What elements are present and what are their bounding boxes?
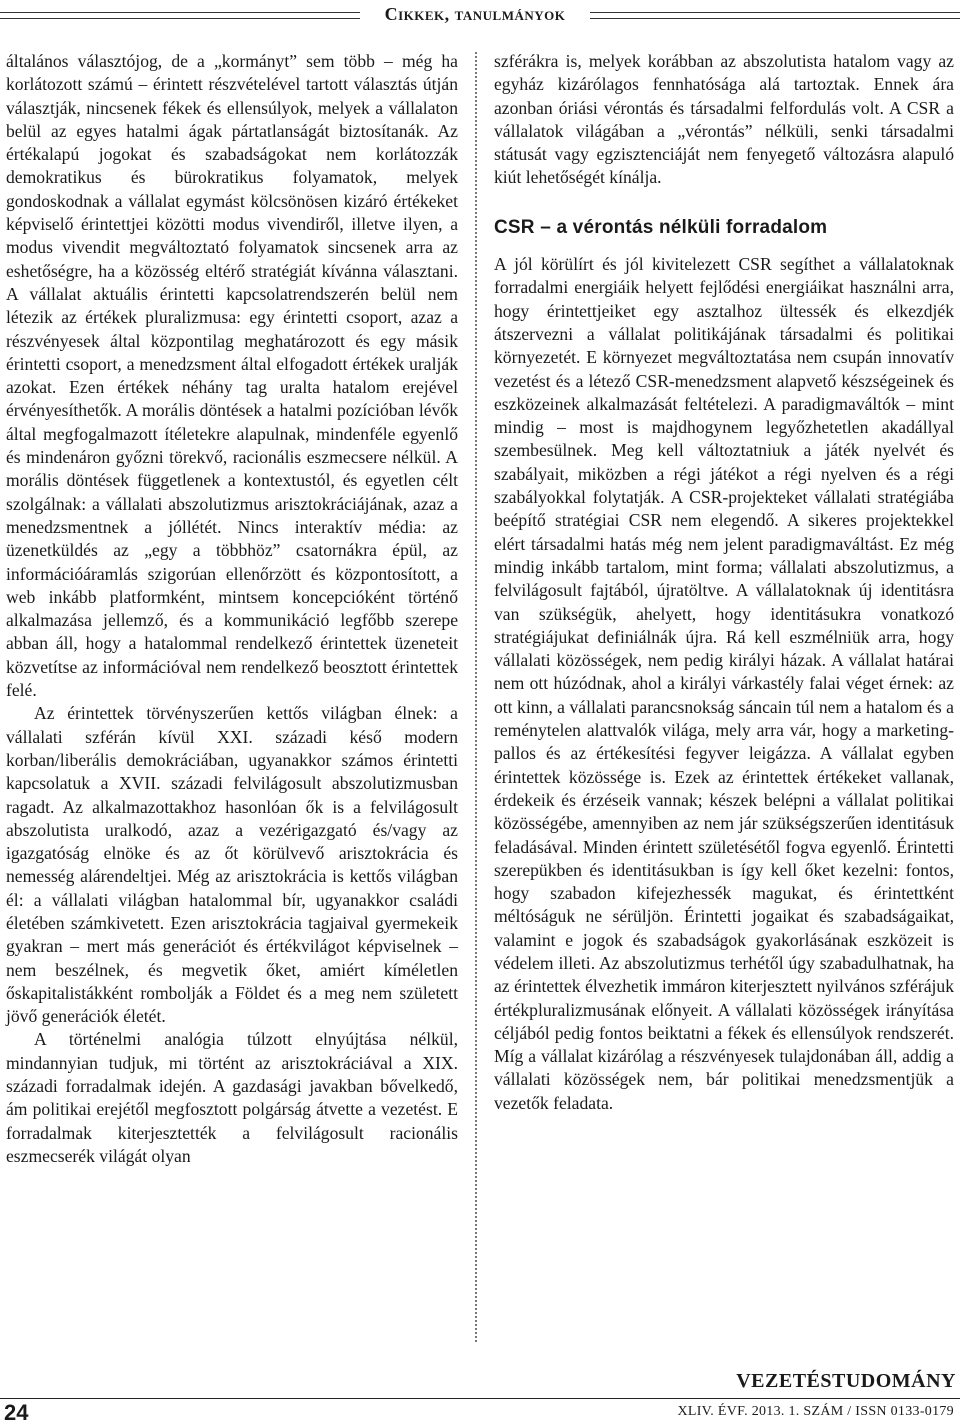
left-paragraph-2: Az érintettek törvényszerűen kettős világban élnek: a vállalati szférán kívül XXI. századi késő modern korban/liberális demokráciában, ugyanakkor számos érintetti kapcsolatuk a XVII. századi felvilágosult abszolutizmusban ragadt. Az alkalmazottakhoz hasonlóan ők is a felvilágosult abszolutista uralkodó, azaz a vezérigazgató és/vagy az igazgatóság elnöke és az őt körülvevő arisztokrácia és nemesség alárendeltjei. Még az arisztokrácia is kettős világban él: a vállalati világban hatalommal bír, ugyanakkor családi életében számkivetett. Ezen arisztokrácia tagjaival gyermekeik gyakran – mert más generációt és értékvilágot képviselnek – nem beszélnek, és megvetik őket, amiért kíméletlen őskapitalistákként rombolják a Földet és a meg nem született jövő generációk életét. [6,703,458,1027]
left-column [6,50,458,1340]
right-column [494,50,954,1115]
footer-rule [0,1398,960,1399]
left-paragraph-1: általános választójog, de a „kormányt” sem több – még ha korlátozott számú – érintett részvételével tartott választás útján választják, nincsenek fékek és ellensúlyok, melyek a vállalaton belül az egyes hatalmi ágak pártatlanságát biztosítanák. Az értékalapú jogokat és szabadságokat nem korlátozzák demokratikus és bürokratikus folyamatok, melyek gondoskodnak a vállalat egymást kölcsönösen kizáró értékeket képviselő érintettjei közötti modus vivendiről, illetve ilyen, a modus vivendit megváltoztató folyamatok sincsenek arra az eshetőségre, ha a közösség eltérő stratégiát kívánna választani. A vállalat aktuális érintetti kapcsolatrendszerén belül nem létezik az értékek pluralizmusa: egy érintetti csoport, azaz a részvényesek által központilag meghatározott és egy másik érintetti csoport, a menedzsment által elfogadott értékek uralják azokat. Ezen értékek néhány tag uralta hatalom erejével érvényesíthetők. A morális döntések a hatalmi pozícióban lévők által megfogalmazott ítéletekre alapulnak, mindenféle egyenlő és mindenáron győzni törekvő, racionális eszmecsere nélkül. A morális döntések függetlenek a kontextustól, és egyetlen célt szolgálnak: a vállalati abszolutizmus arisztokráciájának, azaz a menedzsmentnek a jóllétét. Nincs interaktív média: az üzenetküldés az „egy a többhöz” csatornákra épül, az információáramlás szigorúan ellenőrzött és központosított, a web inkább platformként, mintsem koncepcióként történő alkalmazása jellemző, és a kommunikáció legfőbb szerepe abban áll, hogy a hatalommal rendelkező érintettek üzeneteit közvetítse az információval nem rendelkező beosztott érintettek felé. [6,51,458,701]
right-paragraph-2: A jól körülírt és jól kivitelezett CSR segíthet a vállalatoknak forradalmi energiáik helyett fejlődési energiáikat használni arra, hogy érintettjeiket egy asztalhoz ültessék és elkezdjék átszervezni a vállalat politikájának társadalmi és politikai környezetét. E környezet megváltoztatása nem csupán innovatív vezetést és a létező CSR-menedzsment alapvető készségeinek és eszközeinek alkalmazását feltételezi. A paradigmaváltók – mint mindig – most is majdhogynem legyőzhetetlen akadállyal szembesülnek. Meg kell változtatniuk a játék nyelvét és szabályait, miközben a régi játékot a régi nyelven és a régi szabályokkal folytatják. A CSR-projekteket vállalati stratégiába beépítő stratégiai CSR nem elegendő. A sikeres projektekkel elért társadalmi hatás még nem jelent paradigmaváltást. Ez még mindig inkább tartalom, mint forma; vállalati abszolutizmus, a felvilágosult fajtából, újratöltve. A vállalatoknak új identitásra van szükségük, ahelyett, hogy identitásukra vonatkozó stratégiájukat definiálnák újra. Rá kell eszmélniük arra, hogy vállalati közösségek, nem pedig királyi házak. A vállalat határai nem ott húzódnak, ahol a királyi várkastély falai véget érnek: az ott kinn, a vállalati parancsnokság sáncain túl nem a hatalom és a reménytelen alattvalók világa, mely arra vár, hogy a marketing-pallos és az értékesítési fegyver leigázza. A vállalat egyben érintettek közössége is. Ezek az érintettek értékeket vallanak, érdekeik és érzéseik vannak; készek belépni a vállalat politikai közösségébe, amennyiben az nem jár szükségszerűen identitásuk feladásával. Minden érintett születésétől fogva egyenlő. Érintetti szerepükben és identitásukban is így kell őket kezelni: fontos, hogy szabadon kifejezhessék magukat, és érintettként méltóságuk ne sérüljön. Érintetti jogaikat és szabadságaikat, valamint e jogok és szabadságok gyakorlásának eszközeit is védelem illeti. Az abszolutizmus terhétől úgy szabadulhatnak, ha az érintettek élvezhetik immáron kiterjesztett nyilvános szférájuk értékpluralizmusának előnyeit. A vállalati közösségek irányítása céljából pedig fontos beiktatni a fékek és ellensúlyok rendszerét. Míg a vállalat kizárólag a részvényesek tulajdonában áll, addig a vállalati közösségek nem, bár politikai menedzsmentjük a vezetők feladata. [494,254,954,1113]
running-header [0,4,960,26]
section-heading: CSR – a vérontás nélküli forradalom [494,216,828,238]
column-divider [475,52,477,1342]
page-number: 24 [4,1400,29,1425]
right-paragraph-1: szférákra is, melyek korábban az abszolutista hatalom vagy az egyház kizárólagos fennhatósága alá tartoztak. Ennek ára azonban óriási vérontás és társadalmi felfordulás volt. A CSR a vállalatok világában a „vérontás” nélküli, senki társadalmi státusát vagy egzisztenciáját nem fenyegető változásra alapuló kiút lehetőségét kínálja. [494,51,954,188]
journal-brand: VEZETÉSTUDOMÁNY [736,1370,956,1392]
left-paragraph-3: A történelmi analógia túlzott elnyújtása nélkül, mindannyian tudjuk, mi történt az arisztokráciával a XIX. századi forradalmak idején. A gazdasági javakban bővelkedő, ám politikai erejétől megfosztott polgárság átvette a vezetést. E forradalmak kiterjesztették a felvilágosult racionális eszmecserék világát olyan [6,1029,458,1166]
section-title: Cikkek, tanulmányok [384,4,566,24]
header-rule-left [0,12,360,19]
header-rule-right [590,12,960,19]
issue-info: XLIV. ÉVF. 2013. 1. SZÁM / ISSN 0133-0179 [677,1404,954,1419]
